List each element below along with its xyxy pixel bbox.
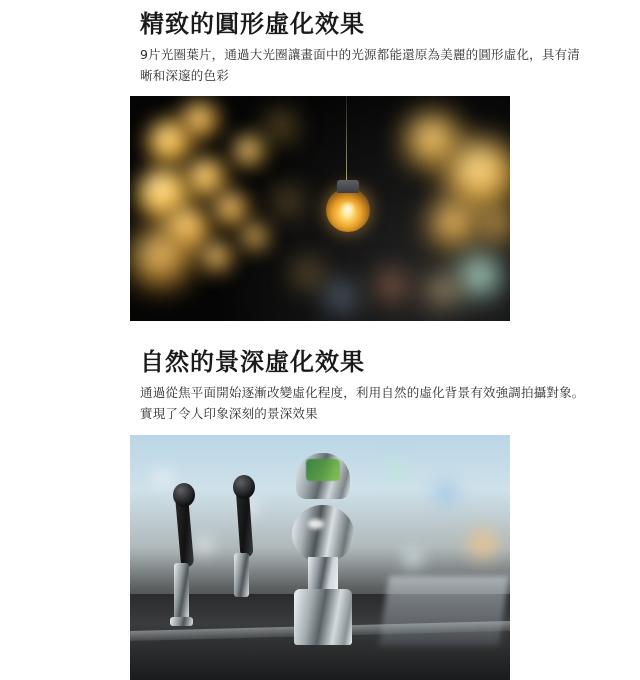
beer-tap-scene (130, 435, 510, 680)
tower-green-label (306, 459, 340, 481)
tap-nozzle-left (170, 617, 193, 626)
beer-tower (292, 453, 354, 643)
bokeh-scene (130, 96, 510, 321)
bulb-cap (337, 180, 359, 193)
tap-spout-left (174, 563, 189, 619)
tower-highlight (308, 519, 324, 529)
glassware-blur (379, 576, 509, 646)
tap-knob-left (173, 483, 195, 507)
section-2-body: 通過從焦平面開始逐漸改變虛化程度，利用自然的虛化背景有效強調拍攝對象。實現了令人印象深刻的景深效果 (140, 385, 585, 421)
tap-spout-right (234, 553, 249, 597)
section-natural-depth-of-field (0, 339, 640, 679)
tower-sphere (292, 505, 354, 563)
section-1-body: 9片光圈葉片，通過大光圈讓畫面中的光源都能還原為美麗的圓形虛化，具有清晰和深邃的色彩 (140, 47, 580, 83)
bokeh-lights-photo (130, 96, 510, 321)
section-1-heading: 精致的圓形虛化效果 (140, 10, 365, 38)
tower-base (294, 589, 352, 645)
tap-knob-right (233, 475, 255, 499)
tower-neck (308, 557, 338, 591)
section-circular-bokeh (0, 0, 640, 321)
bulb-wire (346, 96, 347, 192)
section-2-heading: 自然的景深虛化效果 (140, 348, 365, 377)
beer-tap-photo (130, 435, 510, 680)
